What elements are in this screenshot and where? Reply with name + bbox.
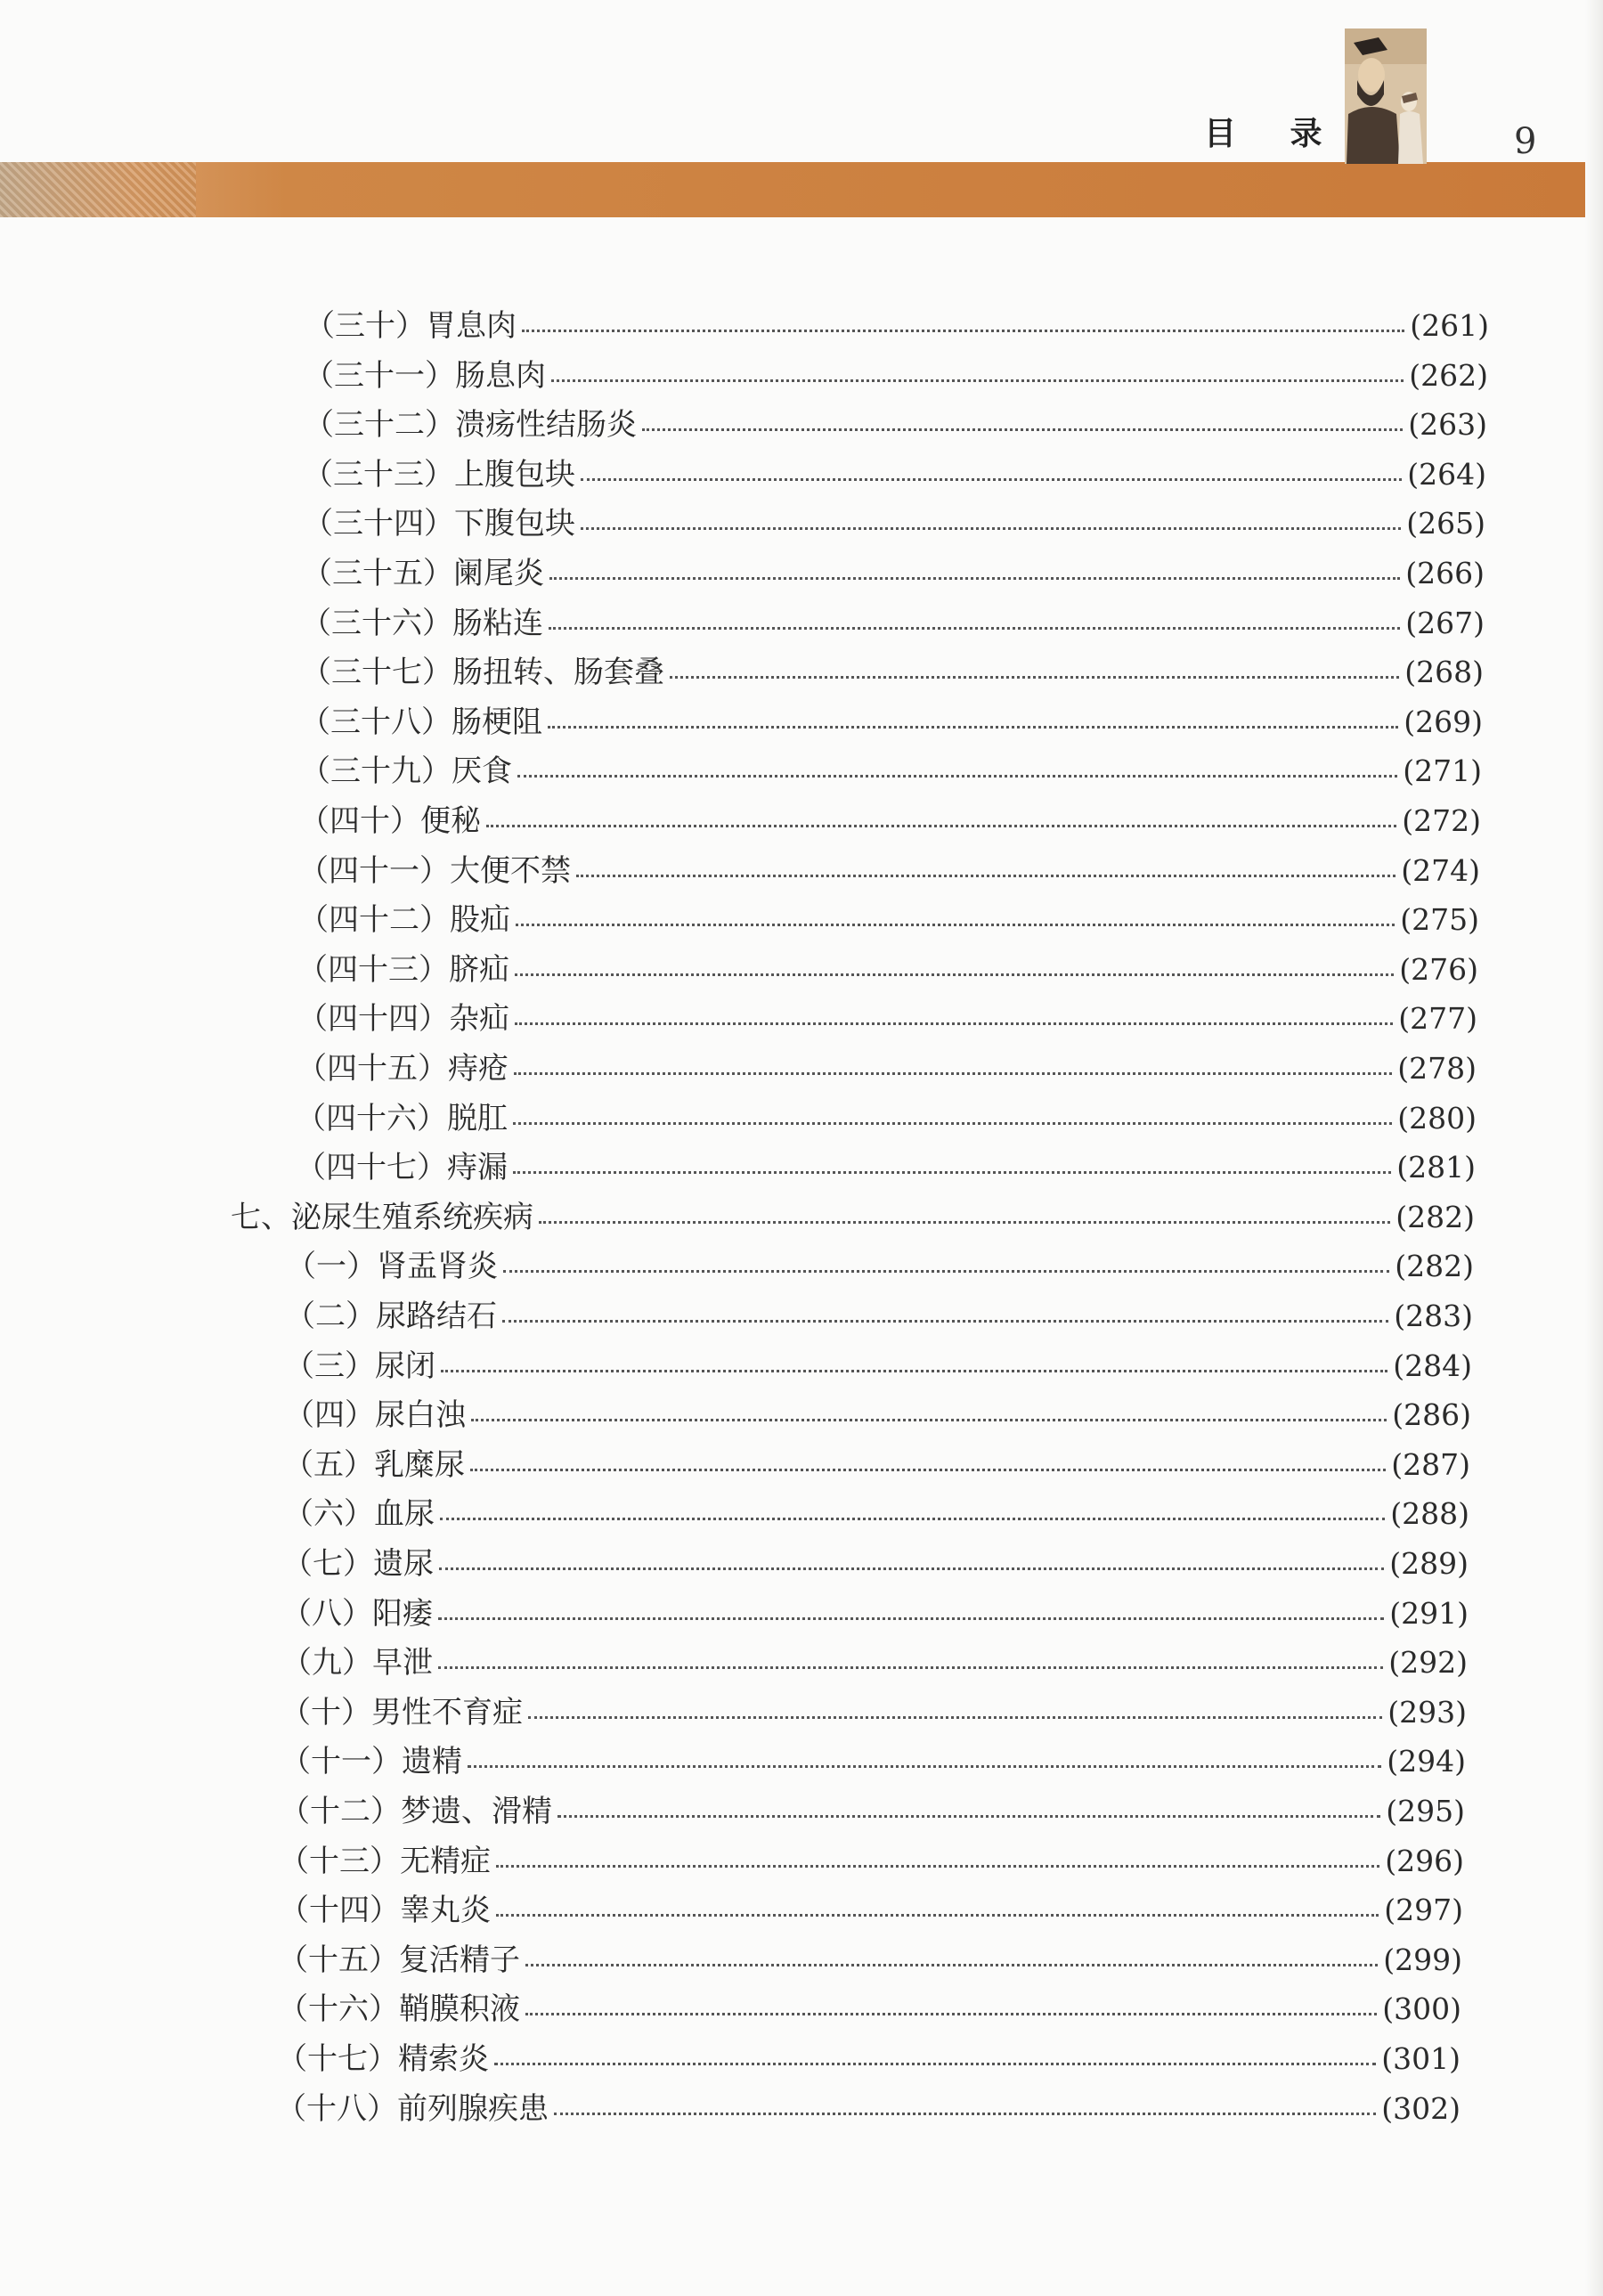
toc-entry-title: （五）乳糜尿 <box>283 1447 465 1483</box>
toc-entry[interactable] <box>285 1291 1473 1341</box>
toc-entry-title: （十四）睾丸炎 <box>279 1893 491 1928</box>
toc-entry[interactable] <box>278 1935 1462 1985</box>
toc-entry[interactable] <box>281 1638 1468 1688</box>
toc-entry-title: （三十一）肠息肉 <box>304 358 546 394</box>
toc-entry-title: （十五）复活精子 <box>278 1942 520 1978</box>
toc-entry-page: (281) <box>1396 1150 1476 1185</box>
dot-leader <box>440 1509 1385 1520</box>
toc-entry-page: (299) <box>1383 1942 1462 1977</box>
toc-entry-title: （十一）遗精 <box>281 1744 462 1779</box>
toc-entry-page: (280) <box>1397 1101 1477 1136</box>
toc-entry-title: （四十七）痔漏 <box>296 1150 508 1185</box>
dot-leader <box>548 717 1398 729</box>
toc-entry[interactable] <box>304 351 1488 401</box>
toc-entry[interactable] <box>297 945 1478 995</box>
toc-entry-page: (294) <box>1387 1744 1466 1779</box>
toc-entry-page: (272) <box>1402 803 1481 838</box>
toc-entry[interactable] <box>283 1489 1469 1539</box>
toc-entry-page: (263) <box>1408 407 1487 442</box>
toc-entry[interactable] <box>298 846 1480 896</box>
toc-entry[interactable] <box>281 1589 1469 1639</box>
toc-entry-page: (271) <box>1403 753 1482 788</box>
dot-leader <box>502 1311 1388 1323</box>
toc-entry[interactable] <box>300 746 1482 796</box>
toc-entry-title: （一）肾盂肾炎 <box>286 1249 498 1284</box>
toc-entry[interactable] <box>299 796 1481 846</box>
dot-leader <box>528 1707 1382 1719</box>
toc-entry-page: (282) <box>1396 1200 1475 1234</box>
dot-leader <box>496 1905 1379 1917</box>
toc-entry[interactable] <box>231 1193 1475 1242</box>
dot-leader <box>494 2054 1376 2065</box>
toc-entry-title: （四十四）杂疝 <box>297 1001 509 1037</box>
toc-entry-title: （三十六）肠粘连 <box>301 606 543 641</box>
toc-entry-title: （十）男性不育症 <box>281 1695 523 1730</box>
toc-entry[interactable] <box>301 647 1484 697</box>
dot-leader <box>438 1657 1383 1669</box>
dot-leader <box>438 1608 1384 1620</box>
toc-entry-title: 七、泌尿生殖系统疾病 <box>231 1200 533 1235</box>
toc-entry[interactable] <box>305 301 1489 351</box>
dot-leader <box>539 1212 1390 1224</box>
dot-leader <box>525 2004 1377 2015</box>
toc-entry-title: （十二）梦遗、滑精 <box>280 1794 552 1829</box>
dot-leader <box>549 568 1400 580</box>
toc-entry-title: （十三）无精症 <box>279 1844 491 1879</box>
toc-entry[interactable] <box>279 1836 1464 1886</box>
page-number: 9 <box>1514 121 1537 162</box>
toc-entry-page: (276) <box>1399 952 1478 987</box>
toc-entry[interactable] <box>276 2084 1461 2134</box>
toc-entry[interactable] <box>278 1984 1461 2034</box>
dot-leader <box>470 1460 1386 1471</box>
toc-entry-page: (295) <box>1386 1794 1465 1828</box>
toc-entry-title: （四十六）脱肛 <box>296 1101 508 1136</box>
toc-entry-title: （九）早泄 <box>281 1645 433 1681</box>
toc-entry[interactable] <box>284 1390 1471 1440</box>
toc-entry-page: (261) <box>1410 308 1489 343</box>
dot-leader <box>516 915 1395 926</box>
toc-entry-title: （十八）前列腺疾患 <box>276 2091 549 2127</box>
toc-entry-title: （三十八）肠梗阻 <box>300 704 542 740</box>
dot-leader <box>515 1014 1393 1025</box>
toc-entry-page: (293) <box>1387 1695 1467 1730</box>
toc-entry-title: （三十三）上腹包块 <box>303 457 575 493</box>
toc-entry-page: (287) <box>1391 1447 1470 1482</box>
header-band-texture <box>0 162 196 217</box>
toc-entry-page: (302) <box>1381 2091 1461 2126</box>
toc-entry-title: （四十五）痔疮 <box>297 1051 509 1087</box>
dot-leader <box>515 965 1394 976</box>
toc-entry[interactable] <box>281 1737 1466 1787</box>
toc-entry-title: （十七）精索炎 <box>277 2041 489 2077</box>
toc-entry-page: (277) <box>1398 1001 1477 1036</box>
toc-entry-title: （四）尿白浊 <box>284 1397 466 1433</box>
toc-entry-title: （六）血尿 <box>283 1496 435 1532</box>
dot-leader <box>513 1162 1391 1174</box>
toc-entry-page: (268) <box>1404 655 1484 689</box>
dot-leader <box>517 766 1397 778</box>
toc-entry-title: （四十三）脐疝 <box>297 952 509 988</box>
toc-entry-page: (297) <box>1384 1893 1463 1927</box>
header-title: 目 录 <box>1204 116 1344 152</box>
toc-entry[interactable] <box>300 697 1483 747</box>
toc-entry-page: (296) <box>1385 1844 1464 1878</box>
page-edge-shadow <box>1585 0 1603 2296</box>
dot-leader <box>468 1756 1381 1768</box>
toc-entry[interactable] <box>301 598 1485 648</box>
dot-leader <box>441 1361 1387 1372</box>
toc-entry-title: （三十）胃息肉 <box>305 308 517 344</box>
dot-leader <box>642 419 1403 431</box>
header-band <box>0 162 1603 217</box>
toc-entry-title: （三十九）厌食 <box>300 753 512 789</box>
dot-leader <box>581 518 1401 530</box>
toc-entry-title: （八）阳痿 <box>281 1596 433 1632</box>
toc-entry-title: （四十一）大便不禁 <box>298 853 571 889</box>
toc-entry-title: （三十五）阑尾炎 <box>302 556 544 591</box>
toc-entry-page: (286) <box>1392 1397 1471 1432</box>
portrait-illustration <box>1345 28 1427 164</box>
toc-entry-page: (292) <box>1388 1645 1468 1680</box>
toc-entry[interactable] <box>302 549 1485 598</box>
toc-entry-page: (282) <box>1395 1249 1474 1283</box>
toc-entry-page: (267) <box>1405 606 1485 640</box>
toc-entry-page: (289) <box>1389 1546 1469 1581</box>
dot-leader <box>557 1806 1380 1818</box>
toc-entry[interactable] <box>284 1341 1472 1391</box>
toc-entry[interactable] <box>286 1242 1474 1291</box>
toc-entry-title: （十六）鞘膜积液 <box>278 1991 520 2027</box>
toc-entry-page: (300) <box>1382 1991 1461 2026</box>
toc-entry-page: (283) <box>1394 1299 1473 1333</box>
dot-leader <box>471 1410 1387 1421</box>
toc-entry[interactable] <box>296 1094 1477 1144</box>
toc-entry-page: (265) <box>1406 506 1485 541</box>
toc-entry-title: （三十二）溃疡性结肠炎 <box>304 407 637 443</box>
toc-entry-page: (284) <box>1393 1348 1472 1383</box>
toc-entry[interactable] <box>277 2034 1461 2084</box>
dot-leader <box>439 1559 1384 1570</box>
toc-entry-page: (269) <box>1404 704 1483 739</box>
toc-entry-title: （四十）便秘 <box>299 803 481 839</box>
dot-leader <box>513 1113 1392 1125</box>
dot-leader <box>551 370 1404 382</box>
toc-entry-page: (288) <box>1390 1496 1469 1531</box>
toc-entry-page: (266) <box>1405 556 1485 590</box>
dot-leader <box>581 469 1402 481</box>
dot-leader <box>670 667 1399 679</box>
page-header <box>0 0 1603 218</box>
toc-entry[interactable] <box>297 994 1477 1044</box>
dot-leader <box>503 1261 1389 1273</box>
toc-entry[interactable] <box>303 499 1485 549</box>
toc-entry-page: (275) <box>1400 902 1479 937</box>
toc-entry-page: (264) <box>1407 457 1486 492</box>
toc-entry[interactable] <box>296 1143 1476 1193</box>
toc-entry[interactable] <box>297 1044 1477 1094</box>
toc-entry-title: （二）尿路结石 <box>285 1299 497 1334</box>
toc-entry[interactable] <box>279 1885 1463 1935</box>
dot-leader <box>486 816 1396 827</box>
toc-entry-title: （七）遗尿 <box>282 1546 434 1582</box>
toc-entry[interactable] <box>280 1787 1465 1836</box>
toc-entry-page: (274) <box>1401 853 1480 888</box>
toc-entry[interactable] <box>283 1440 1470 1490</box>
toc-entry[interactable] <box>298 895 1479 945</box>
dot-leader <box>525 1955 1378 1966</box>
toc-entry[interactable] <box>303 450 1486 500</box>
toc-entry-title: （三十七）肠扭转、肠套叠 <box>301 655 664 690</box>
dot-leader <box>514 1063 1392 1075</box>
toc-entry[interactable] <box>282 1539 1469 1589</box>
toc-entry-title: （三）尿闭 <box>284 1348 435 1384</box>
toc-entry-title: （四十二）股疝 <box>298 902 510 938</box>
toc-entry[interactable] <box>281 1688 1467 1738</box>
toc-entry-page: (278) <box>1397 1051 1477 1086</box>
dot-leader <box>576 866 1396 877</box>
dot-leader <box>554 2104 1376 2115</box>
toc-entry[interactable] <box>304 400 1487 450</box>
toc-entry-page: (262) <box>1409 358 1488 393</box>
toc-entry-page: (301) <box>1381 2041 1461 2076</box>
toc-entry-page: (291) <box>1389 1596 1469 1631</box>
dot-leader <box>496 1856 1379 1868</box>
dot-leader <box>522 321 1404 332</box>
toc-entry-title: （三十四）下腹包块 <box>303 506 575 541</box>
dot-leader <box>549 618 1400 630</box>
